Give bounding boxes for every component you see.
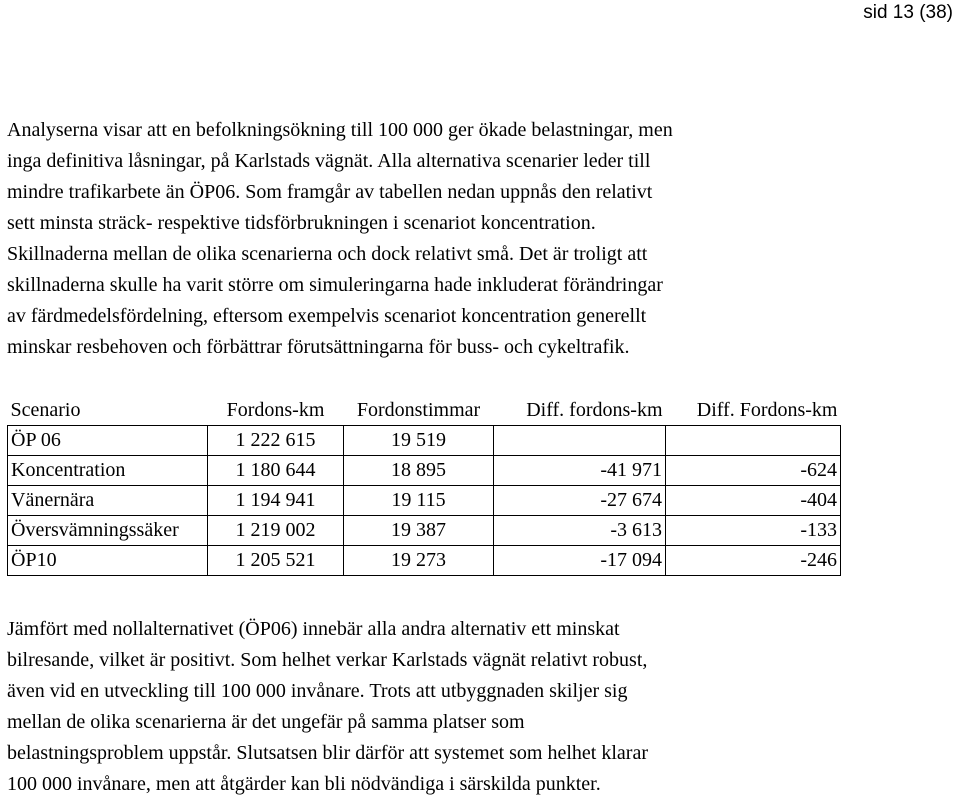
- header-diff-fordons-km: Diff. fordons-km: [494, 395, 666, 425]
- cell-scenario: Koncentration: [8, 455, 208, 485]
- paragraph-line: mindre trafikarbete än ÖP06. Som framgår av tabellen nedan uppnås den relativt: [7, 181, 653, 203]
- table-row: [8, 545, 841, 575]
- scenario-table: [7, 395, 841, 576]
- cell-scenario: Översvämningssäker: [8, 515, 208, 545]
- cell-fordonstimmar: 19 273: [344, 545, 494, 575]
- cell-diff-fordons-km: -41 971: [494, 455, 666, 485]
- paragraph-line: även vid en utveckling till 100 000 invånare. Trots att utbyggnaden skiljer sig: [7, 680, 628, 702]
- cell-diff-fordons-km: [494, 425, 666, 455]
- cell-diff-fordons-km-2: -133: [666, 515, 841, 545]
- cell-diff-fordons-km-2: -404: [666, 485, 841, 515]
- cell-fordonstimmar: 19 519: [344, 425, 494, 455]
- cell-scenario: ÖP 06: [8, 425, 208, 455]
- paragraph-line: mellan de olika scenarierna är det ungefär på samma platser som: [7, 711, 525, 733]
- cell-scenario: Vänernära: [8, 485, 208, 515]
- paragraph-line: belastningsproblem uppstår. Slutsatsen blir därför att systemet som helhet klarar: [7, 742, 648, 764]
- paragraph-line: av färdmedelsfördelning, eftersom exempelvis scenariot koncentration generellt: [7, 305, 647, 327]
- cell-diff-fordons-km-2: -246: [666, 545, 841, 575]
- paragraph-line: minskar resbehoven och förbättrar förutsättningarna för buss- och cykeltrafik.: [7, 336, 630, 358]
- cell-diff-fordons-km: -27 674: [494, 485, 666, 515]
- paragraph-line: Jämfört med nollalternativet (ÖP06) innebär alla andra alternativ ett minskat: [7, 618, 620, 640]
- cell-fordonstimmar: 19 387: [344, 515, 494, 545]
- paragraph-line: Skillnaderna mellan de olika scenarierna och dock relativt små. Det är troligt att: [7, 243, 648, 265]
- page-number: sid 13 (38): [863, 2, 953, 23]
- cell-diff-fordons-km-2: -624: [666, 455, 841, 485]
- cell-fordons-km: 1 219 002: [208, 515, 344, 545]
- paragraph-line: sett minsta sträck- respektive tidsförbrukningen i scenariot koncentration.: [7, 212, 596, 234]
- table-row: [8, 455, 841, 485]
- table-row: [8, 515, 841, 545]
- header-scenario: Scenario: [8, 395, 208, 425]
- table-header-row: [8, 395, 841, 425]
- cell-diff-fordons-km: -17 094: [494, 545, 666, 575]
- table-row: [8, 485, 841, 515]
- cell-fordonstimmar: 18 895: [344, 455, 494, 485]
- paragraph-line: 100 000 invånare, men att åtgärder kan bli nödvändiga i särskilda punkter.: [7, 773, 601, 795]
- cell-fordons-km: 1 180 644: [208, 455, 344, 485]
- conclusion-paragraph: [7, 614, 648, 800]
- intro-paragraph: [7, 115, 673, 363]
- paragraph-line: Analyserna visar att en befolkningsökning till 100 000 ger ökade belastningar, men: [7, 119, 673, 141]
- header-fordons-km: Fordons-km: [208, 395, 344, 425]
- paragraph-line: skillnaderna skulle ha varit större om simuleringarna hade inkluderat förändringar: [7, 274, 663, 296]
- header-diff-fordons-km-2: Diff. Fordons-km: [666, 395, 841, 425]
- cell-fordons-km: 1 194 941: [208, 485, 344, 515]
- cell-fordons-km: 1 222 615: [208, 425, 344, 455]
- cell-fordons-km: 1 205 521: [208, 545, 344, 575]
- cell-fordonstimmar: 19 115: [344, 485, 494, 515]
- paragraph-line: bilresande, vilket är positivt. Som helhet verkar Karlstads vägnät relativt robust,: [7, 649, 648, 671]
- header-fordonstimmar: Fordonstimmar: [344, 395, 494, 425]
- cell-diff-fordons-km-2: [666, 425, 841, 455]
- table-row: [8, 425, 841, 455]
- cell-diff-fordons-km: -3 613: [494, 515, 666, 545]
- cell-scenario: ÖP10: [8, 545, 208, 575]
- paragraph-line: inga definitiva låsningar, på Karlstads vägnät. Alla alternativa scenarier leder till: [7, 150, 651, 172]
